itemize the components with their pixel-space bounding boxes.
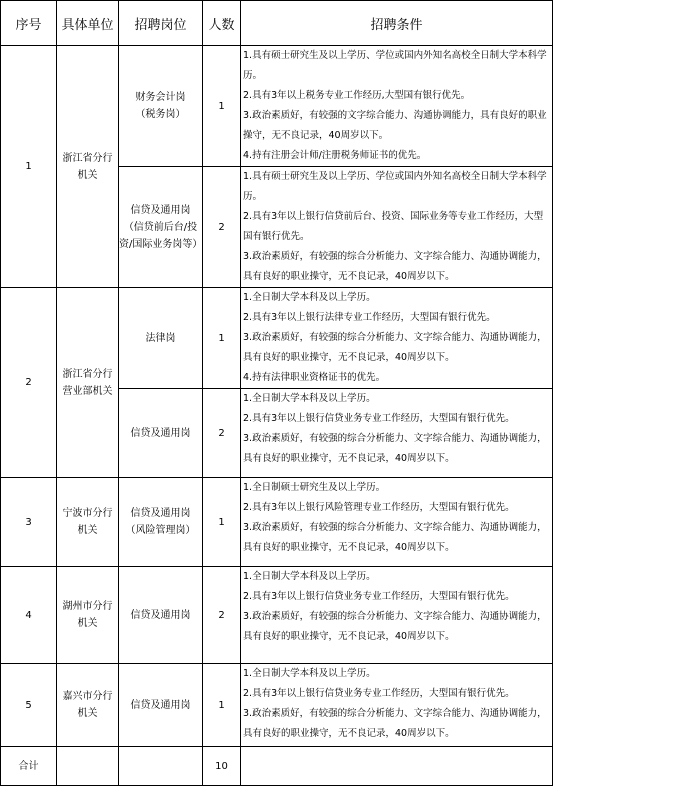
seq-cell: 2 [1,288,57,478]
unit-cell: 宁波市分行 机关 [57,478,119,567]
total-row [1,747,553,786]
count-cell: 1 [203,664,241,747]
requirements-cell [241,389,553,478]
count-cell: 2 [203,167,241,288]
unit-cell: 浙江省分行 营业部机关 [57,288,119,478]
requirements-cell [241,167,553,288]
requirement-line: 1.具有硕士研究生及以上学历、学位或国内外知名高校全日制大学本科学历。 [243,50,547,81]
table-row [1,288,553,389]
seq-cell: 5 [1,664,57,747]
header-requirements: 招聘条件 [241,1,553,46]
count-cell: 2 [203,389,241,478]
count-cell: 1 [203,46,241,167]
total-empty-unit [57,747,119,786]
requirement-line: 2.具有3年以上银行信贷前后台、投资、国际业务等专业工作经历，大型国有银行优先。 [243,211,544,242]
position-cell: 财务会计岗 （税务岗） [119,46,203,167]
header-row [1,1,553,46]
seq-cell: 1 [1,46,57,288]
position-cell: 信贷及通用岗 （风险管理岗） [119,478,203,567]
table-row [1,478,553,567]
requirement-line: 2.具有3年以上银行信贷业务专业工作经历，大型国有银行优先。 [243,688,515,699]
requirement-line: 1.全日制大学本科及以上学历。 [243,393,376,404]
count-cell: 1 [203,478,241,567]
table-row [1,567,553,664]
requirement-line: 3.政治素质好，有较强的综合分析能力、文字综合能力、沟通协调能力，具有良好的职业操守，无不良记录，40周岁以下。 [243,708,547,739]
requirement-line: 3.政治素质好，有较强的文字综合能力、沟通协调能力，具有良好的职业操守，无不良记录，40周岁以下。 [243,110,547,141]
count-cell: 1 [203,288,241,389]
requirements-cell [241,46,553,167]
total-label: 合计 [1,747,57,786]
position-cell: 信贷及通用岗 （信贷前后台/投 资/国际业务岗等） [119,167,203,288]
requirement-line: 3.政治素质好，有较强的综合分析能力、文字综合能力、沟通协调能力，具有良好的职业操守，无不良记录，40周岁以下。 [243,433,547,464]
requirement-line: 3.政治素质好，有较强的综合分析能力、文字综合能力、沟通协调能力，具有良好的职业操守，无不良记录，40周岁以下。 [243,251,547,282]
count-cell: 2 [203,567,241,664]
header-seq: 序号 [1,1,57,46]
requirements-cell [241,478,553,567]
total-empty-requirements [241,747,553,786]
requirement-line: 2.具有3年以上银行法律专业工作经历，大型国有银行优先。 [243,312,496,323]
header-unit: 具体单位 [57,1,119,46]
position-cell: 信贷及通用岗 [119,664,203,747]
requirements-cell [241,664,553,747]
total-empty-position [119,747,203,786]
requirements-cell [241,288,553,389]
requirement-line: 3.政治素质好，有较强的综合分析能力、文字综合能力、沟通协调能力，具有良好的职业操守，无不良记录，40周岁以下。 [243,522,547,553]
requirement-line: 2.具有3年以上银行信贷业务专业工作经历，大型国有银行优先。 [243,413,515,424]
requirement-line: 2.具有3年以上税务专业工作经历,大型国有银行优先。 [243,90,471,101]
seq-cell: 4 [1,567,57,664]
position-cell: 信贷及通用岗 [119,567,203,664]
requirement-line: 1.具有硕士研究生及以上学历、学位或国内外知名高校全日制大学本科学历。 [243,171,547,202]
requirement-line: 3.政治素质好，有较强的综合分析能力、文字综合能力、沟通协调能力，具有良好的职业操守，无不良记录，40周岁以下。 [243,611,547,642]
requirement-line: 1.全日制硕士研究生及以上学历。 [243,482,386,493]
unit-cell: 嘉兴市分行 机关 [57,664,119,747]
table-row [1,46,553,167]
requirement-line: 1.全日制大学本科及以上学历。 [243,668,376,679]
header-count: 人数 [203,1,241,46]
requirement-line: 2.具有3年以上银行信贷业务专业工作经历，大型国有银行优先。 [243,591,515,602]
seq-cell: 3 [1,478,57,567]
requirement-line: 2.具有3年以上银行风险管理专业工作经历，大型国有银行优先。 [243,502,515,513]
header-position: 招聘岗位 [119,1,203,46]
requirement-line: 1.全日制大学本科及以上学历。 [243,571,376,582]
table-row [1,664,553,747]
unit-cell: 湖州市分行 机关 [57,567,119,664]
position-cell: 信贷及通用岗 [119,389,203,478]
table-body [1,46,553,786]
requirement-line: 1.全日制大学本科及以上学历。 [243,292,376,303]
total-count: 10 [203,747,241,786]
position-cell: 法律岗 [119,288,203,389]
requirement-line: 4.持有注册会计师/注册税务师证书的优先。 [243,150,427,161]
requirements-cell [241,567,553,664]
unit-cell: 浙江省分行 机关 [57,46,119,288]
requirement-line: 4.持有法律职业资格证书的优先。 [243,372,386,383]
requirement-line: 3.政治素质好，有较强的综合分析能力、文字综合能力、沟通协调能力，具有良好的职业操守，无不良记录，40周岁以下。 [243,332,547,363]
